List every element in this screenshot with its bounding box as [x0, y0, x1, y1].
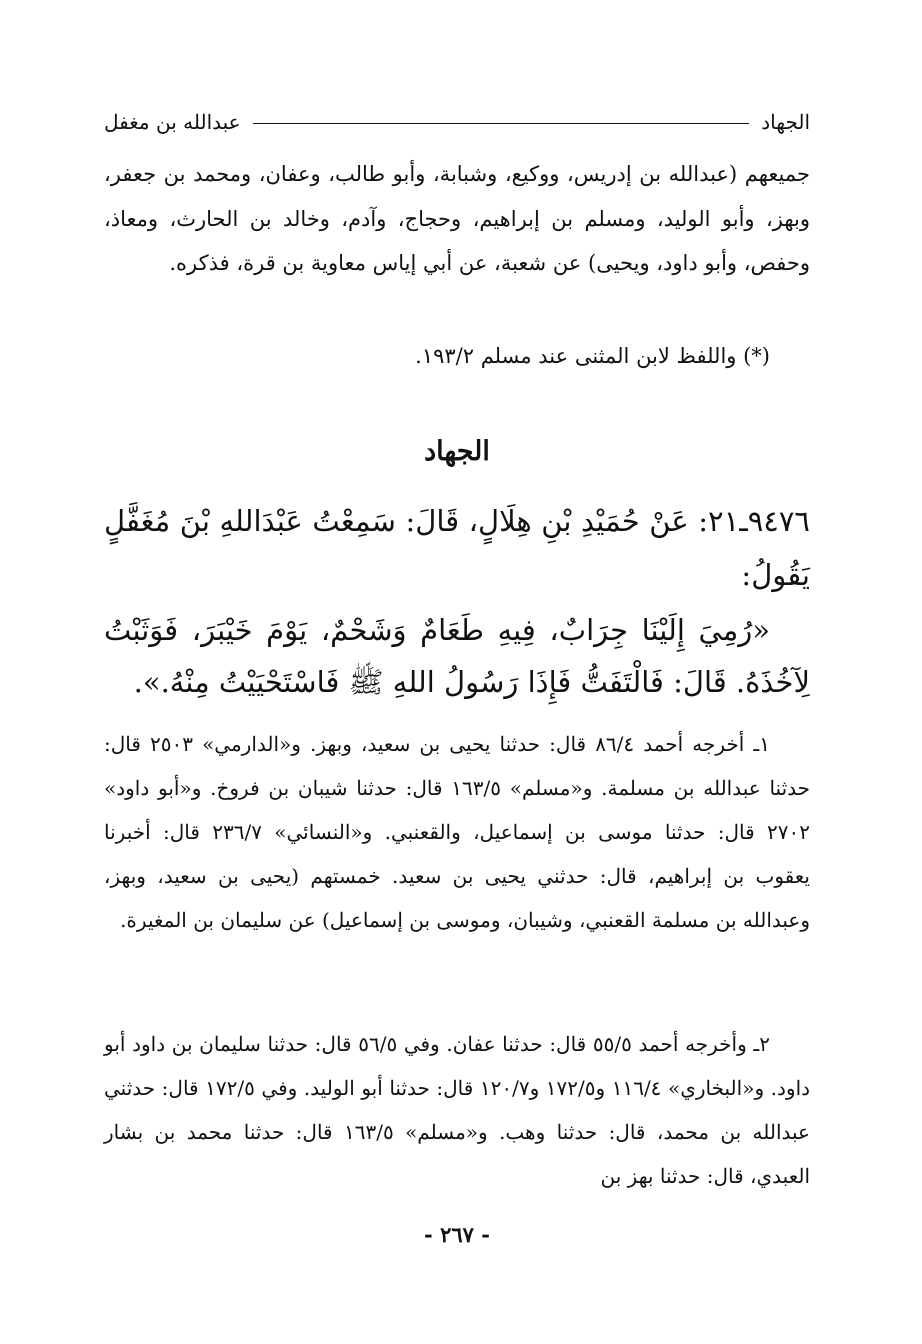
takhrij-paragraph-1: ١ـ أخرجه أحمد ٨٦/٤ قال: حدثنا يحيى بن سعيد، وبهز. و«الدارمي» ٢٥٠٣ قال: حدثنا عبدالله بن مسلمة. و«مسلم» ١٦٣/٥ قال: حدثنا شيبان بن فروخ. و«أبو داود» ٢٧٠٢ قال: حدثنا موسى بن إسماعيل، والقعنبي. و«النسائي» ٢٣٦/٧ قال: أخبرنا يعقوب بن إبراهيم، قال: حدثني يحيى بن سعيد. خمستهم (يحيى بن سعيد، وبهز، وعبدالله بن مسلمة القعنبي، وشيبان، وموسى بن إسماعيل) عن سليمان بن المغيرة. [104, 732, 810, 932]
page-number: - ٢٦٧ - [424, 1222, 490, 1247]
intro-paragraph: جميعهم (عبدالله بن إدريس، ووكيع، وشبابة، وأبو طالب، وعفان، ومحمد بن جعفر، وبهز، وأبو الوليد، ومسلم بن إبراهيم، وحجاج، وآدم، وخالد بن الحارث، ومعاذ، وحفص، وأبو داود، ويحيى) عن شعبة، عن أبي إياس معاوية بن قرة، فذكره. [104, 162, 810, 275]
takhrij-paragraph-2: ٢ـ وأخرجه أحمد ٥٥/٥ قال: حدثنا عفان. وفي ٥٦/٥ قال: حدثنا سليمان بن داود أبو داود. و«البخاري» ١١٦/٤ و١٧٢/٥ و١٢٠/٧ قال: حدثنا أبو الوليد. وفي ١٧٢/٥ قال: حدثني عبدالله بن محمد، قال: حدثنا وهب. و«مسلم» ١٦٣/٥ قال: حدثنا محمد بن بشار العبدي، قال: حدثنا بهز بن [104, 1032, 811, 1188]
intro-footnote: (*) واللفظ لابن المثنى عند مسلم ١٩٣/٢. [415, 344, 770, 368]
hadith-isnad: ٩٤٧٦ـ٢١: عَنْ حُمَيْدِ بْنِ هِلَالٍ، قَالَ: سَمِعْتُ عَبْدَاللهِ بْنَ مُغَفَّلٍ يَقُولُ: [104, 504, 810, 592]
section-heading: الجهاد [424, 436, 490, 467]
header-person-name: عبدالله بن مغفل [104, 110, 241, 134]
header-chapter-title: الجهاد [761, 110, 810, 134]
hadith-matn: «رُمِيَ إِلَيْنَا جِرَابٌ، فِيهِ طَعَامٌ وَشَحْمٌ، يَوْمَ خَيْبَرَ، فَوَثَبْتُ لِآخُذَهُ. قَالَ: فَالْتَفَتُّ فَإِذَا رَسُولُ اللهِ ﷺ فَاسْتَحْيَيْتُ مِنْهُ.». [104, 613, 810, 699]
running-header [104, 108, 810, 136]
header-rule [253, 123, 750, 124]
